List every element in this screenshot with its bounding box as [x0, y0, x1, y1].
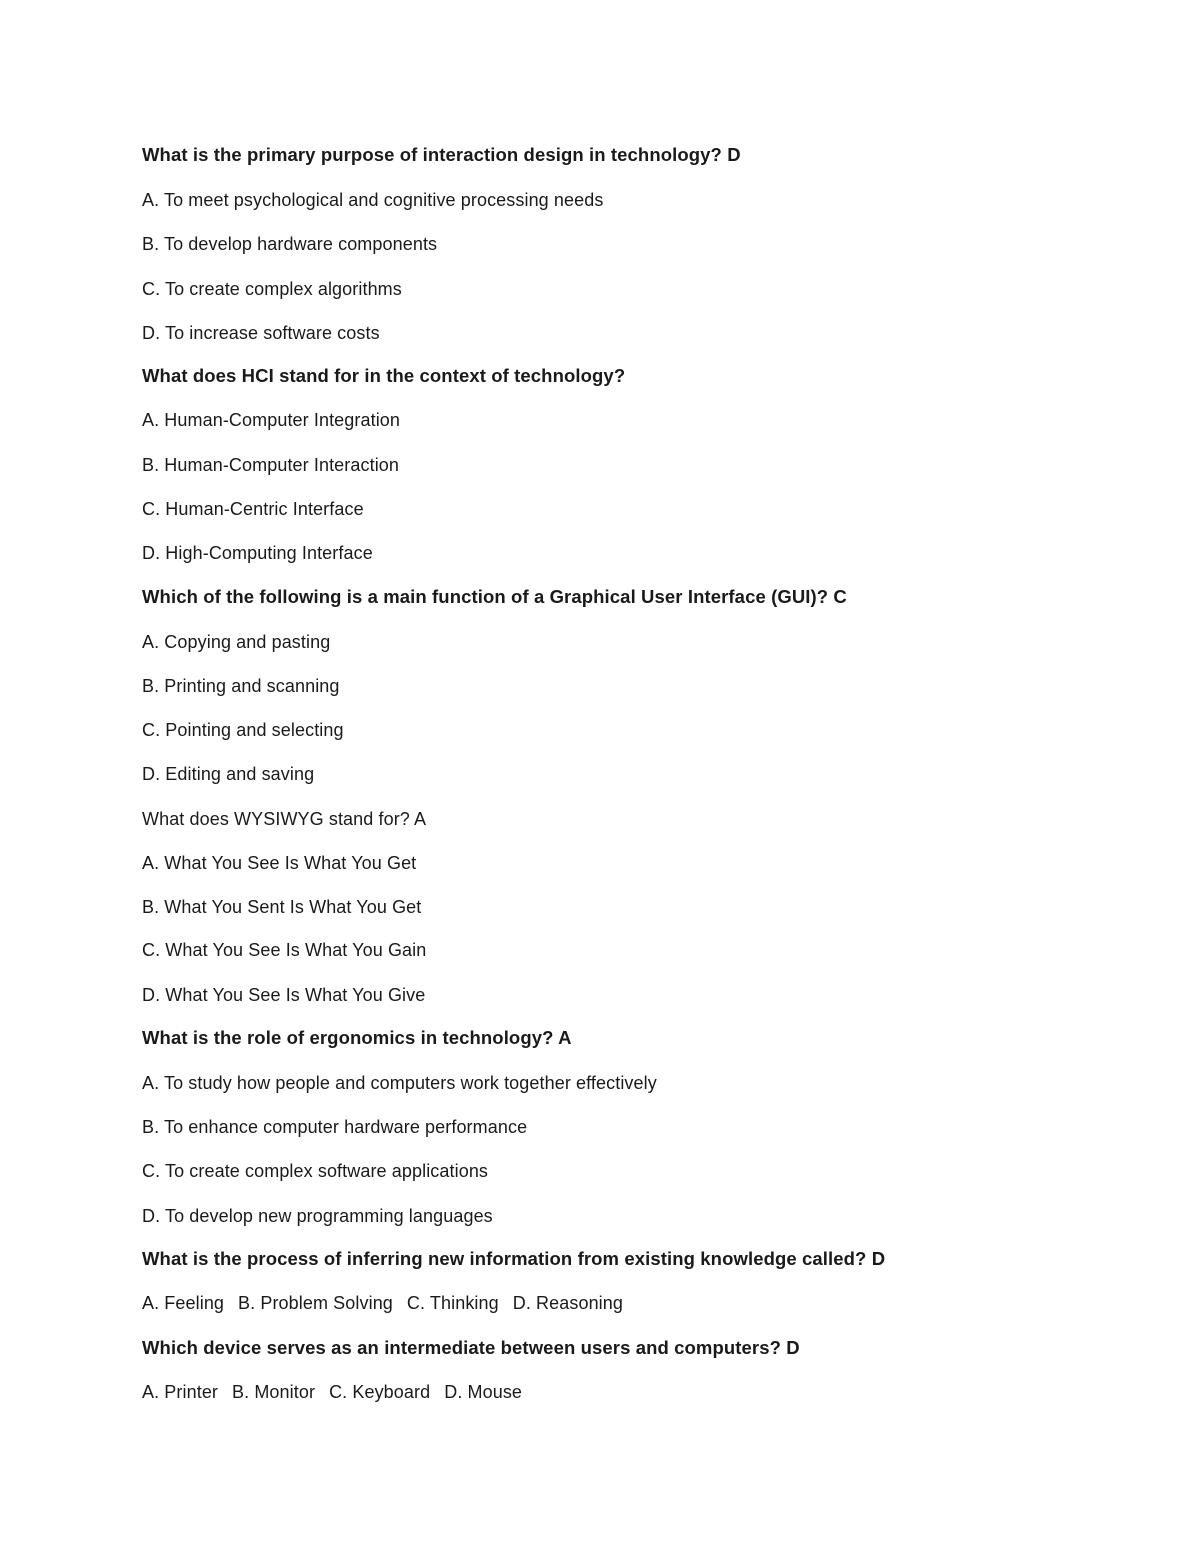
- question-6-options: [142, 1292, 637, 1314]
- question-2: What does HCI stand for in the context of technology?: [142, 365, 626, 386]
- question-4-option-d: D. What You See Is What You Give: [142, 985, 426, 1005]
- question-1-option-b: B. To develop hardware components: [142, 234, 438, 254]
- question-5-option-d: D. To develop new programming languages: [142, 1206, 493, 1226]
- question-4: What does WYSIWYG stand for? A: [142, 809, 427, 829]
- question-7-option-a: A. Printer: [142, 1382, 219, 1402]
- question-4-option-c: C. What You See Is What You Gain: [142, 940, 427, 960]
- question-3: Which of the following is a main function of a Graphical User Interface (GUI)? C: [142, 586, 847, 607]
- question-4-option-b: B. What You Sent Is What You Get: [142, 897, 422, 917]
- question-5-option-c: C. To create complex software applications: [142, 1161, 489, 1181]
- question-7: Which device serves as an intermediate between users and computers? D: [142, 1337, 800, 1358]
- question-6-option-b: B. Problem Solving: [238, 1293, 393, 1313]
- question-6-option-d: D. Reasoning: [512, 1293, 623, 1313]
- question-1: What is the primary purpose of interaction design in technology? D: [142, 144, 741, 165]
- question-5-option-a: A. To study how people and computers work together effectively: [142, 1073, 657, 1093]
- question-4-option-a: A. What You See Is What You Get: [142, 853, 417, 873]
- question-7-option-b: B. Monitor: [232, 1382, 316, 1402]
- question-6-option-c: C. Thinking: [406, 1293, 499, 1313]
- question-1-option-c: C. To create complex algorithms: [142, 279, 402, 299]
- question-5-option-b: B. To enhance computer hardware performance: [142, 1117, 528, 1137]
- question-2-option-b: B. Human-Computer Interaction: [142, 455, 400, 475]
- question-7-options: [142, 1381, 536, 1403]
- question-3-option-c: C. Pointing and selecting: [142, 720, 344, 740]
- question-3-option-a: A. Copying and pasting: [142, 632, 331, 652]
- question-2-option-c: C. Human-Centric Interface: [142, 499, 364, 519]
- question-1-option-a: A. To meet psychological and cognitive processing needs: [142, 190, 604, 210]
- question-3-option-b: B. Printing and scanning: [142, 676, 340, 696]
- question-6: What is the process of inferring new information from existing knowledge called? D: [142, 1248, 886, 1269]
- question-7-option-c: C. Keyboard: [329, 1382, 431, 1402]
- question-5: What is the role of ergonomics in technology? A: [142, 1027, 572, 1048]
- question-2-option-d: D. High-Computing Interface: [142, 543, 373, 563]
- question-7-option-d: D. Mouse: [444, 1382, 523, 1402]
- question-3-option-d: D. Editing and saving: [142, 764, 315, 784]
- question-6-option-a: A. Feeling: [142, 1293, 225, 1313]
- question-1-option-d: D. To increase software costs: [142, 323, 380, 343]
- question-2-option-a: A. Human-Computer Integration: [142, 410, 401, 430]
